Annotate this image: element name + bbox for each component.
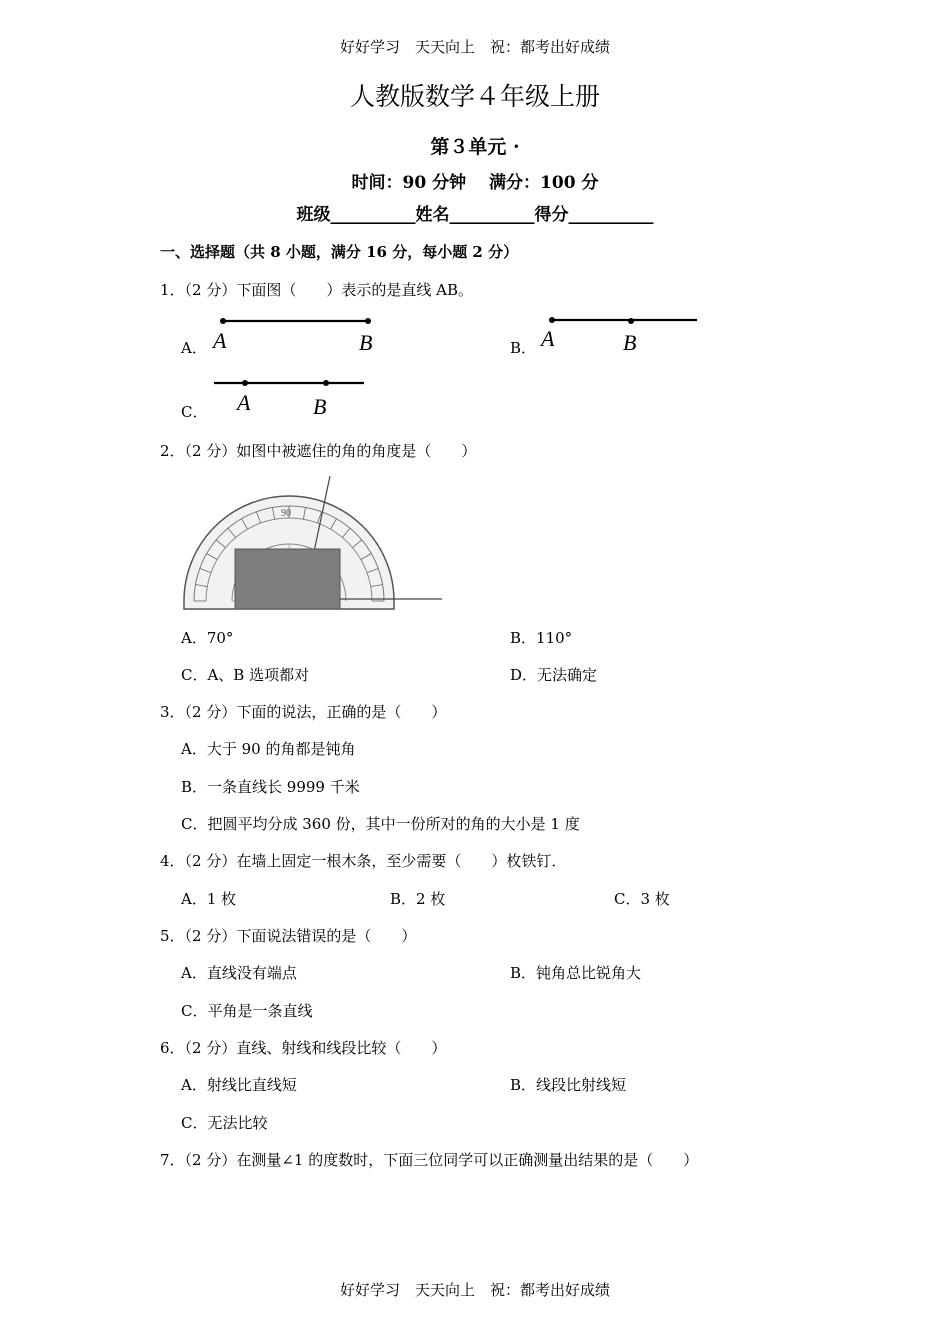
question-5-option-a[interactable]: A．直线没有端点 [181, 964, 297, 982]
figure-1b-ray [537, 312, 707, 356]
figure-1a-label-b: B [359, 330, 373, 355]
student-info-line: 班级__________姓名__________得分__________ [296, 205, 654, 225]
question-4-option-b[interactable]: B．2 枚 [390, 890, 446, 908]
question-1-stem: 1．（2 分）下面图（ ）表示的是直线 AB。 [160, 281, 473, 299]
question-6-stem: 6．（2 分）直线、射线和线段比较（ ） [160, 1039, 447, 1057]
protractor-figure [180, 473, 445, 613]
question-4-stem: 4．（2 分）在墙上固定一根木条，至少需要（ ）枚铁钉． [160, 852, 567, 870]
question-2-option-a[interactable]: A．70° [181, 629, 234, 647]
question-5-option-b[interactable]: B．钝角总比锐角大 [510, 964, 642, 982]
question-1-option-b[interactable]: B． [510, 339, 537, 357]
question-4-option-c[interactable]: C．3 枚 [614, 890, 670, 908]
question-7-stem: 7．（2 分）在测量∠1 的度数时，下面三位同学可以正确测量出结果的是（ ） [160, 1151, 699, 1169]
figure-1a-segment [205, 312, 385, 356]
question-4-option-a[interactable]: A．1 枚 [181, 890, 237, 908]
figure-1c-label-a: A [237, 390, 251, 415]
question-6-option-b[interactable]: B．线段比射线短 [510, 1076, 627, 1094]
question-6-option-a[interactable]: A．射线比直线短 [181, 1076, 297, 1094]
exam-time-info: 时间：90 分钟 满分：100 分 [351, 173, 599, 193]
section-heading-choice: 一、选择题（共 8 小题，满分 16 分，每小题 2 分） [160, 243, 519, 261]
question-5-stem: 5．（2 分）下面说法错误的是（ ） [160, 927, 417, 945]
page-title: 人教版数学４年级上册 [349, 82, 600, 111]
question-3-option-a[interactable]: A．大于 90 的角都是钝角 [181, 740, 356, 758]
question-3-stem: 3．（2 分）下面的说法，正确的是（ ） [160, 703, 447, 721]
question-1-option-c[interactable]: C． [181, 403, 208, 421]
question-3-option-c[interactable]: C．把圆平均分成 360 份，其中一份所对的角的大小是 1 度 [181, 815, 580, 833]
figure-1b-label-b: B [623, 330, 637, 355]
question-3-option-b[interactable]: B．一条直线长 9999 千米 [181, 778, 360, 796]
unit-title: 第３单元 · [430, 136, 520, 158]
figure-1c-line [212, 374, 372, 420]
page-footer: 好好学习 天天向上 祝：都考出好成绩 [339, 1281, 610, 1299]
question-2-stem: 2．（2 分）如图中被遮住的角的角度是（ ） [160, 442, 477, 460]
figure-1b-label-a: A [541, 326, 555, 351]
protractor-label-90: 90 [281, 508, 291, 519]
question-2-option-d[interactable]: D．无法确定 [510, 666, 598, 684]
figure-1c-label-b: B [313, 394, 327, 419]
question-6-option-c[interactable]: C．无法比较 [181, 1114, 268, 1132]
question-2-option-c[interactable]: C．A、B 选项都对 [181, 666, 310, 684]
question-5-option-c[interactable]: C．平角是一条直线 [181, 1002, 313, 1020]
figure-1a-label-a: A [213, 328, 227, 353]
question-2-option-b[interactable]: B．110° [510, 629, 573, 647]
page-header: 好好学习 天天向上 祝：都考出好成绩 [339, 38, 610, 56]
question-1-option-a[interactable]: A． [181, 339, 207, 357]
